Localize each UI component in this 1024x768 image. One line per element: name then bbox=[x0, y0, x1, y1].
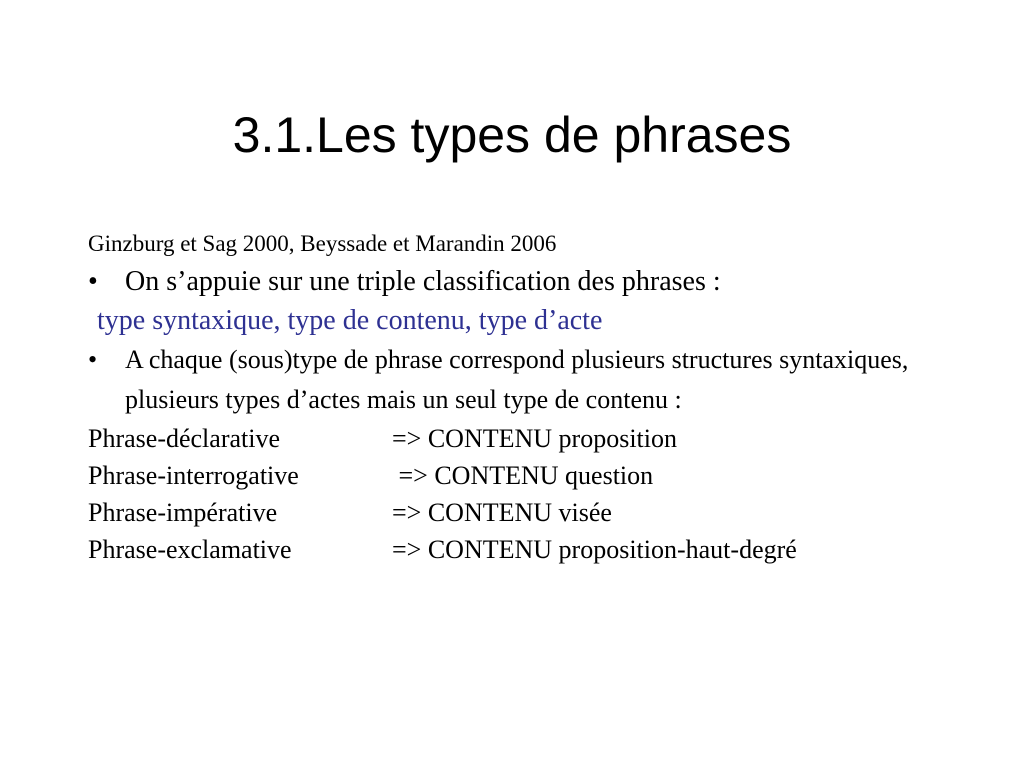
mapping-row bbox=[88, 531, 988, 568]
bullet-icon: • bbox=[88, 345, 98, 374]
content-type: => CONTENU proposition-haut-degré bbox=[392, 535, 797, 564]
phrase-content-mapping bbox=[88, 420, 988, 568]
mapping-row bbox=[88, 494, 988, 531]
bullet-item-classification bbox=[88, 262, 988, 302]
bullet-icon: • bbox=[88, 266, 98, 297]
content-type: => CONTENU proposition bbox=[392, 424, 677, 453]
bullet-text: A chaque (sous)type de phrase correspond plusieurs structures syntaxiques, plusieurs types d’actes mais un seul type de contenu : bbox=[125, 345, 909, 414]
phrase-type: Phrase-impérative bbox=[88, 498, 278, 527]
mapping-row bbox=[88, 420, 988, 457]
bullet-text: On s’appuie sur une triple classification des phrases : bbox=[125, 266, 721, 297]
classification-types: type syntaxique, type de contenu, type d’acte bbox=[97, 305, 603, 336]
content-type: => CONTENU question bbox=[392, 461, 654, 490]
slide-body bbox=[88, 226, 988, 568]
phrase-type: Phrase-exclamative bbox=[88, 535, 292, 564]
phrase-type: Phrase-interrogative bbox=[88, 461, 299, 490]
reference-line: Ginzburg et Sag 2000, Beyssade et Marandin 2006 bbox=[88, 231, 557, 256]
phrase-type: Phrase-déclarative bbox=[88, 424, 281, 453]
mapping-row bbox=[88, 457, 988, 494]
slide-title: 3.1.Les types de phrases bbox=[232, 107, 792, 163]
content-type: => CONTENU visée bbox=[392, 498, 612, 527]
bullet-item-correspondence bbox=[88, 340, 988, 420]
